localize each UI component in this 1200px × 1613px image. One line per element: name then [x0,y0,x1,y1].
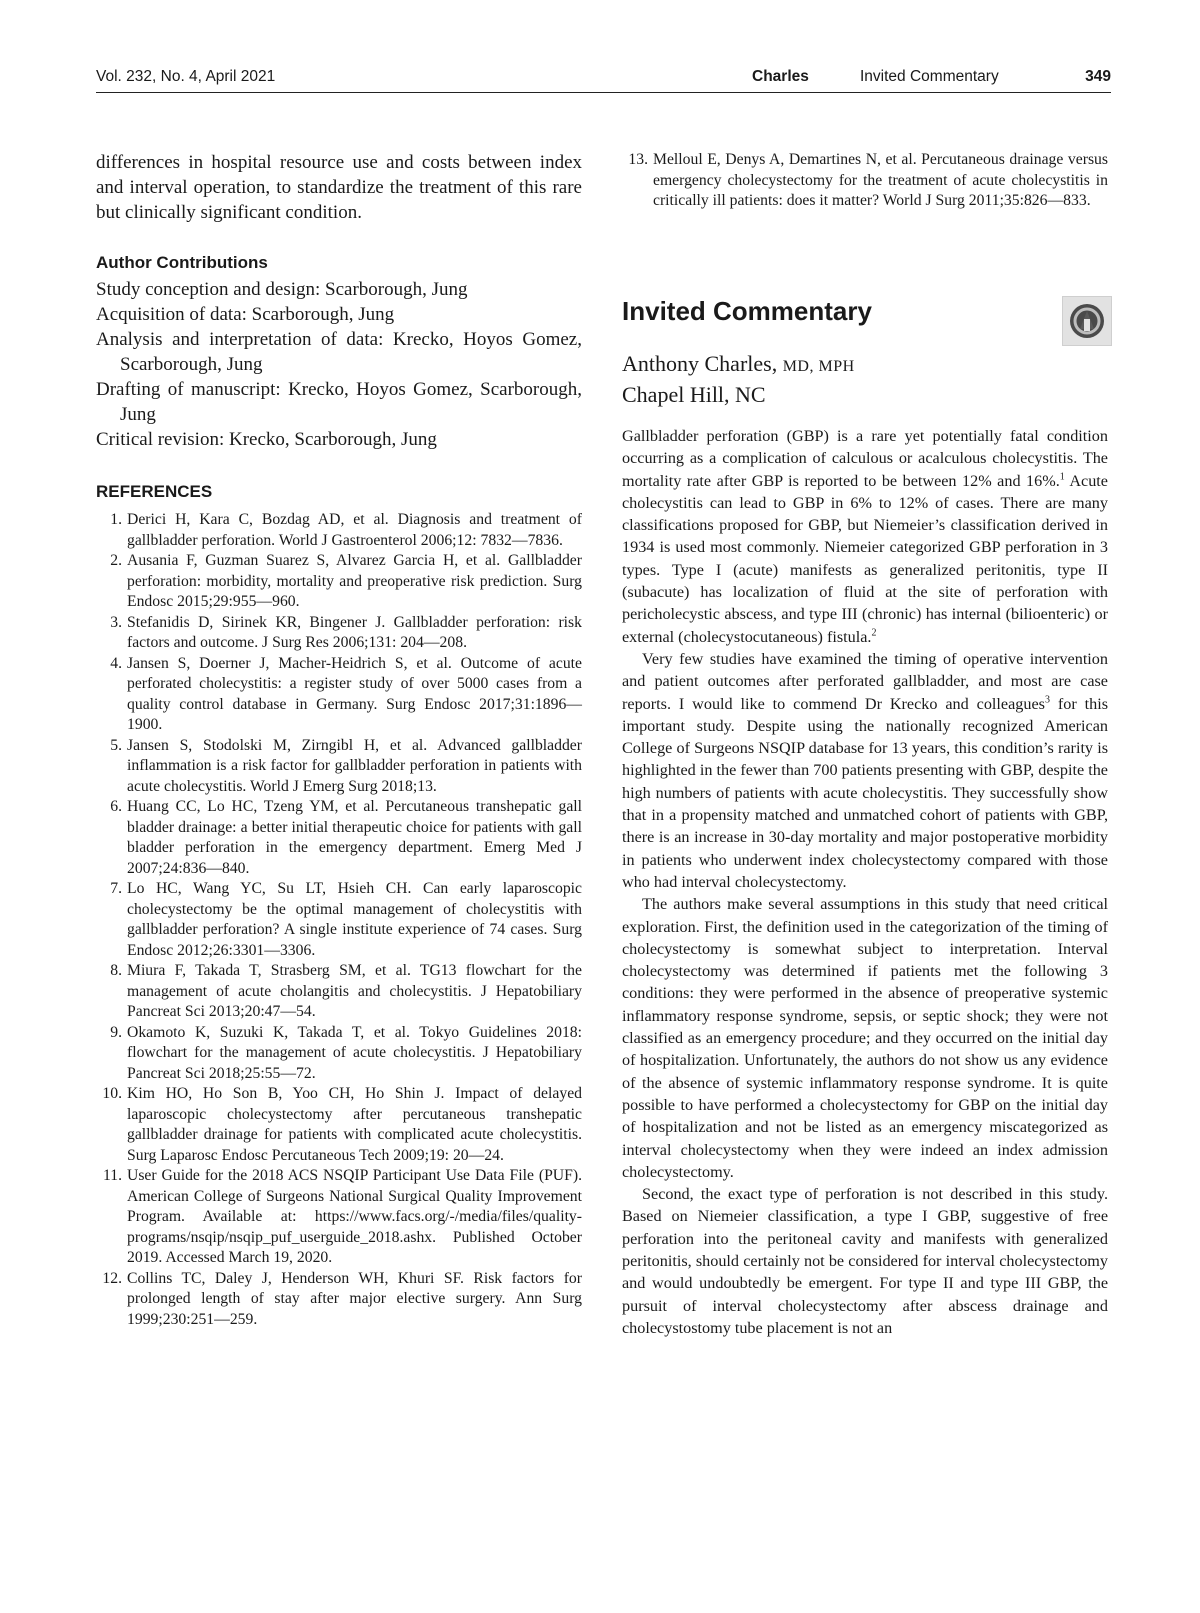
contribution-item: Acquisition of data: Scarborough, Jung [96,304,395,325]
reference-item: 8. Miura F, Takada T, Strasberg SM, et al. TG13 flowchart for the management of acute cholangitis and cholecystitis. J Hepatobiliary Pancreat Sci 2013;20:47—54. [110,962,582,1020]
author-line [622,350,855,381]
reference-item: 2. Ausania F, Guzman Suarez S, Alvarez Garcia H, et al. Gallbladder perforation: morbidity, mortality and preoperative risk prediction. Surg Endosc 2015;29:955—960. [110,552,582,610]
reference-item: 9. Okamoto K, Suzuki K, Takada T, et al. Tokyo Guidelines 2018: flowchart for the management of acute cholecystitis. J Hepatobiliary Pancreat Sci 2018;25:55—72. [110,1023,582,1082]
author-name: Anthony Charles, [622,351,778,376]
commentary-paragraph: Gallbladder perforation (GBP) is a rare yet potentially fatal condition occurring as a complication of calculous or acalculous cholecystitis. The mortality rate after GBP is reported to be between 12% and 16%.$^1$ Acute cholecystitis can lead to GBP in 6% to 12% of cases. There are many classifications proposed for GBP, but Niemeier’s classification derived in 1934 is used most commonly. Niemeier categorized GBP perforation in 3 types. Type I (acute) manifests as generalized peritonitis, type II (subacute) has localization of fluid at the site of perforation with pericholecystic abscess, and type III (chronic) has internal (bilioenteric) or external (cholecystocutaneous) fistula.$^2$ [622,427,1108,646]
references-list-continued [622,150,1108,212]
contribution-item: Critical revision: Krecko, Scarborough, Jung [96,429,437,450]
left-column [96,150,582,1330]
page-number: 349 [1085,68,1111,85]
running-header [96,66,1111,93]
reference-item: 12. Collins TC, Daley J, Henderson WH, Khuri SF. Risk factors for prolonged length of stay after major elective surgery. Ann Surg 1999;230:251—259. [102,1269,582,1328]
contribution-item: Drafting of manuscript: Krecko, Hoyos Gomez, Scarborough, Jung [96,379,582,425]
citation: 3 [1044,694,1050,706]
commentary-title: Invited Commentary [622,296,872,326]
commentary-paragraph: Very few studies have examined the timing of operative intervention and patient outcomes after perforated gallbladder, and most are case reports. I would like to commend Dr Krecko and colleagues$^3$ for this important study. Despite using the nationally recognized American College of Surgeons NSQIP database for 13 years, this condition’s rarity is highlighted in the fewer than 700 patients presenting with GBP, despite the high numbers of patients with acute cholecystitis. They successfully show that in a propensity matched and unmatched cohort of patients with GBP, there is an increase in 30-day mortality and major postoperative morbidity in patients who underwent index cholecystectomy compared with those who had interval cholecystectomy. [622,649,1108,891]
references-list [96,510,582,1330]
author-location: Chapel Hill, NC [622,382,766,407]
check-for-updates-button[interactable] [1062,296,1112,346]
commentary-body [622,425,1108,1339]
reference-item: 10. Kim HO, Ho Son B, Yoo CH, Ho Shin J. Impact of delayed laparoscopic cholecystectomy after percutaneous transhepatic gallbladder drainage for patients with complicated acute cholecystitis. Surg Laparosc Endosc Percutaneous Tech 2009;19: 20—24. [102,1085,582,1164]
volume-info: Vol. 232, No. 4, April 2021 [96,68,276,85]
reference-item: 7. Lo HC, Wang YC, Su LT, Hsieh CH. Can early laparoscopic cholecystectomy be the optimal management of cholecystitis with gallbladder perforation? A single institute experience of 74 cases. Surg Endosc 2012;26:3301—3306. [110,880,582,959]
commentary-paragraph: Second, the exact type of perforation is not described in this study. Based on Niemeier classification, a type I GBP, suggestive of free perforation into the peritoneal cavity and manifests with generalized peritonitis, should certainly not be considered for interval cholecystectomy and would undoubtedly be emergent. For type II and type III GBP, the pursuit of interval cholecystectomy after abscess drainage and cholecystostomy tube placement is not an [622,1185,1108,1337]
contributions-heading: Author Contributions [96,253,268,272]
author-degrees: MD, MPH [782,358,855,375]
reference-item: 6. Huang CC, Lo HC, Tzeng YM, et al. Percutaneous transhepatic gall bladder drainage: a better initial therapeutic choice for patients with gall bladder perforation in the emergency department. Emerg Med J 2007;24:836—840. [110,798,582,877]
references-heading: REFERENCES [96,482,213,501]
contribution-item: Study conception and design: Scarborough, Jung [96,279,468,300]
author-byline [622,350,855,409]
contribution-item: Analysis and interpretation of data: Krecko, Hoyos Gomez, Scarborough, Jung [96,329,582,375]
reference-item: 11. User Guide for the 2018 ACS NSQIP Participant Use Data File (PUF). American College of Surgeons National Surgical Quality Improvement Program. Available at: https://www.facs.org/-/media/files/quality-programs/nsqip/nsqip_puf_userguide_2018.ashx. Published October 2019. Accessed March 19, 2020. [102,1167,582,1266]
reference-item: 1. Derici H, Kara C, Bozdag AD, et al. Diagnosis and treatment of gallbladder perforation. World J Gastroenterol 2006;12: 7832—7836. [110,511,582,549]
continued-paragraph: differences in hospital resource use and costs between index and interval operation, to standardize the treatment of this rare but clinically significant condition. [96,152,582,223]
citation: 1 [1059,471,1065,483]
commentary-paragraph: The authors make several assumptions in this study that need critical exploration. First, the definition used in the categorization of the timing of cholecystectomy is somewhat subject to interpretation. Interval cholecystectomy was determined if patients met the following 3 conditions: they were performed in the absence of preoperative systemic inflammatory response syndrome, sepsis, or septic shock; they were not classified as an emergency procedure; and they occurred on the initial day of hospitalization. Unfortunately, the authors do not show us any evidence of the absence of systemic inflammatory response syndrome. It is quite possible to have performed a cholecystectomy for GBP on the initial day of hospitalization and not be listed as an emergency miscategorized as interval cholecystectomy when they were indeed an index admission cholecystectomy. [622,895,1108,1181]
reference-item: 3. Stefanidis D, Sirinek KR, Bingener J. Gallbladder perforation: risk factors and outcome. J Surg Res 2006;131: 204—208. [110,613,582,651]
running-article-type: Invited Commentary [860,68,999,85]
running-author: Charles [752,68,809,85]
right-column [622,150,1108,1450]
citation: 2 [871,627,877,639]
reference-item: 5. Jansen S, Stodolski M, Zirngibl H, et al. Advanced gallbladder inflammation is a risk factor for gallbladder perforation in patients with acute cholecystitis. World J Emerg Surg 2018;13. [110,736,582,795]
reference-item: 4. Jansen S, Doerner J, Macher-Heidrich S, et al. Outcome of acute perforated cholecystitis: a register study of over 5000 cases from a quality control database in Germany. Surg Endosc 2017;31:1896—1900. [110,654,582,733]
check-for-updates-icon [1063,297,1111,345]
reference-item: 13. Melloul E, Denys A, Demartines N, et al. Percutaneous drainage versus emergency cholecystectomy for the treatment of acute cholecystitis in critically ill patients: does it matter? World J Surg 2011;35:826—833. [628,151,1108,209]
contributions-list [96,277,582,452]
